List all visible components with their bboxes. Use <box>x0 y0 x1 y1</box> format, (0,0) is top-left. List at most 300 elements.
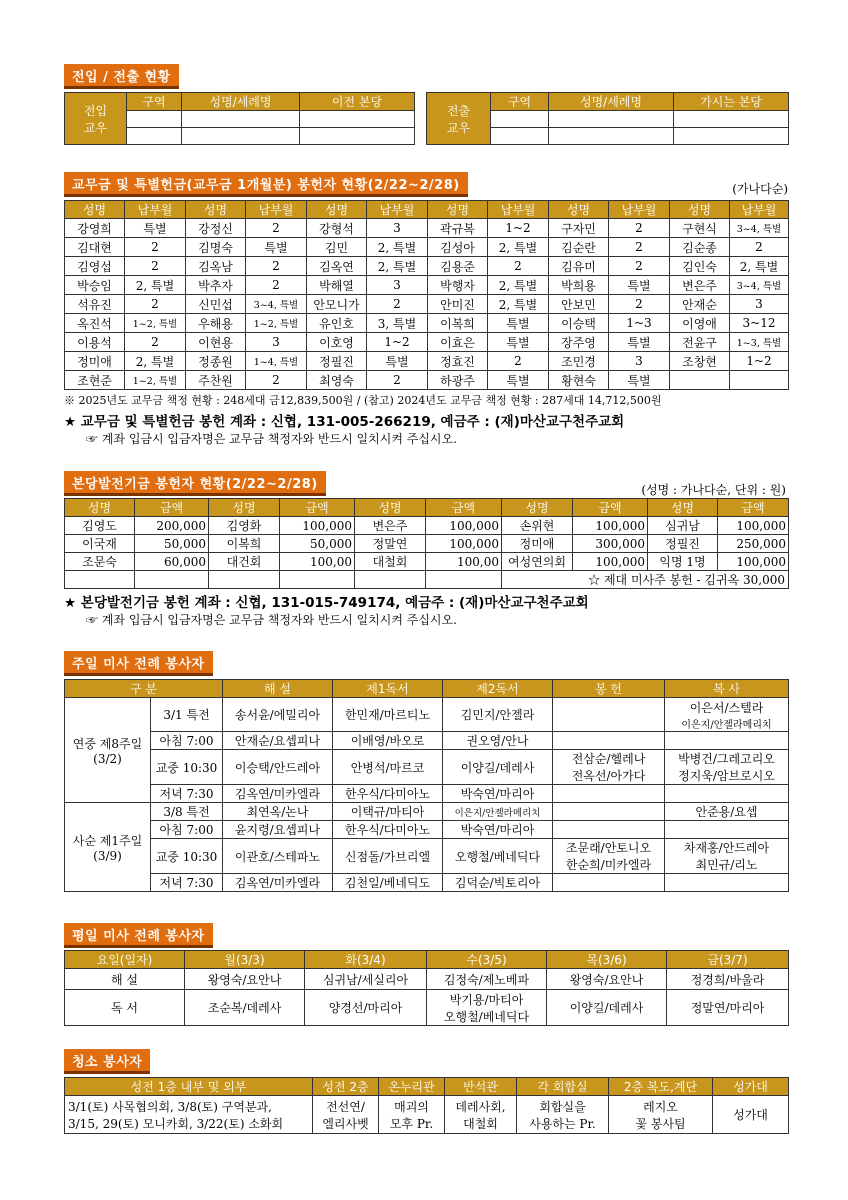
reader-1: 안병석/마르코 <box>333 750 443 785</box>
transfer-out-cell <box>491 128 549 145</box>
fund-section <box>64 471 788 496</box>
transfer-in-table <box>64 92 415 145</box>
dues-month: 1~3, 특별 <box>730 333 789 352</box>
dues-donor-name: 이용석 <box>65 333 125 352</box>
fund-amount: 100,000 <box>426 535 502 553</box>
dues-tip: ☞ 계좌 입금시 입금자명은 교무금 책정자와 반드시 일치시켜 주십시오. <box>86 432 457 446</box>
dues-month: 2 <box>730 238 789 257</box>
fund-blank-cell <box>355 571 426 589</box>
reader-2: 권오영/안나 <box>443 732 553 750</box>
transfer-out-cell <box>549 111 674 128</box>
altar-server-2: 이은지/안젤라메리치 <box>681 719 772 731</box>
altar-server-1: 박병건/그레고리오 <box>678 752 775 766</box>
fund-header-name: 성명 <box>502 499 573 517</box>
offertory <box>553 803 665 821</box>
cleaning-banseok-line1: 데레사회, <box>455 1099 506 1114</box>
dues-month: 2 <box>367 371 428 390</box>
transfer-in-label-1: 전입 <box>83 103 108 118</box>
sunday-header: 구 분 <box>65 680 223 698</box>
dues-donor-name: 조현준 <box>65 371 125 390</box>
dues-header-month: 납부월 <box>609 201 670 219</box>
dues-header-month: 납부월 <box>367 201 428 219</box>
weekday-reader-1: 박기용/마티아 <box>449 992 524 1007</box>
dues-month: 특별 <box>246 238 307 257</box>
fund-header-name: 성명 <box>648 499 718 517</box>
altar-server <box>665 750 789 785</box>
dues-donor-name: 구현식 <box>670 219 730 238</box>
dues-header-month: 납부월 <box>730 201 789 219</box>
reader-2: 박숙연/마리아 <box>443 821 553 839</box>
dues-month: 3~4, 특별 <box>730 219 789 238</box>
dues-month: 2, 특별 <box>488 238 549 257</box>
dues-month: 3~4, 특별 <box>730 276 789 295</box>
altar-server: 안준용/요셉 <box>665 803 789 821</box>
dues-month: 1~2, 특별 <box>246 314 307 333</box>
altar-server-1: 차재홍/안드레아 <box>683 841 770 855</box>
weekday-header: 수(3/5) <box>427 951 547 969</box>
dues-donor-name: 이효은 <box>428 333 488 352</box>
fund-amount: 100,000 <box>718 517 789 535</box>
sunday-table <box>64 679 789 892</box>
fund-tip: ☞ 계좌 입금시 입금자명은 교무금 책정자와 반드시 일치시켜 주십시오. <box>86 613 457 627</box>
dues-donor-name: 하광주 <box>428 371 488 390</box>
dues-month: 2 <box>125 238 186 257</box>
dues-donor-name: 박승임 <box>65 276 125 295</box>
weekday-commentator: 김정숙/제노베파 <box>427 969 547 990</box>
altar-server <box>665 698 789 732</box>
dues-month: 2 <box>246 257 307 276</box>
cleaning-title: 청소 봉사자 <box>64 1049 150 1074</box>
cleaning-main-hall-line1: 3/1(토) 사목협의회, 3/8(토) 구역분과, <box>68 1099 272 1114</box>
dues-month: 2 <box>246 219 307 238</box>
dues-donor-name: 정미애 <box>65 352 125 371</box>
dues-month: 2 <box>125 295 186 314</box>
altar-server-1: 이은서/스텔라 <box>689 700 764 715</box>
cleaning-header: 온누리관 <box>379 1078 445 1096</box>
fund-sort-note: (성명 : 가나다순, 단위 : 원) <box>641 483 786 497</box>
weekday-reader: 이양길/데레사 <box>547 990 667 1026</box>
dues-header-name: 성명 <box>670 201 730 219</box>
mass-time: 교중 10:30 <box>151 839 223 874</box>
commentator: 김옥연/미카엘라 <box>223 874 333 892</box>
dues-donor-name: 전윤구 <box>670 333 730 352</box>
dues-month: 3 <box>246 333 307 352</box>
dues-row <box>65 276 789 295</box>
fund-amount: 100,00 <box>426 553 502 571</box>
dues-month: 2, 특별 <box>367 238 428 257</box>
reader-2: 김덕순/빅토리아 <box>443 874 553 892</box>
offertory-2: 전옥선/아가다 <box>571 769 646 783</box>
dues-donor-name: 박행자 <box>428 276 488 295</box>
dues-month: 3, 특별 <box>367 314 428 333</box>
dues-month: 2 <box>246 371 307 390</box>
fund-extra-note: ☆ 제대 미사주 봉헌 - 김귀옥 30,000 <box>502 571 789 589</box>
sunday-week1-label <box>65 698 151 803</box>
dues-month: 3 <box>609 352 670 371</box>
fund-blank-cell <box>209 571 280 589</box>
dues-donor-name: 구자민 <box>549 219 609 238</box>
sunday-title: 주일 미사 전례 봉사자 <box>64 651 213 676</box>
cleaning-banseok <box>445 1096 517 1134</box>
dues-donor-name: 김옥연 <box>307 257 367 276</box>
dues-donor-name: 정종원 <box>186 352 246 371</box>
cleaning-table-wrap <box>64 1077 788 1134</box>
cleaning-header: 2층 복도,계단 <box>609 1078 713 1096</box>
dues-donor-name: 곽규복 <box>428 219 488 238</box>
dues-donor-name: 변은주 <box>670 276 730 295</box>
dues-month: 2 <box>125 333 186 352</box>
dues-donor-name: 유인호 <box>307 314 367 333</box>
fund-header-name: 성명 <box>355 499 426 517</box>
dues-month: 3 <box>367 219 428 238</box>
offertory <box>553 839 665 874</box>
fund-donor-name: 익명 1명 <box>648 553 718 571</box>
dues-month: 1~2 <box>488 219 549 238</box>
transfer-in-cell <box>300 128 415 145</box>
dues-header-month: 납부월 <box>246 201 307 219</box>
reader-2: 오행철/베네딕다 <box>443 839 553 874</box>
altar-server <box>665 732 789 750</box>
cleaning-meeting-rooms <box>517 1096 609 1134</box>
dues-donor-name: 옥진석 <box>65 314 125 333</box>
fund-amount: 60,000 <box>135 553 209 571</box>
dues-month: 특별 <box>367 352 428 371</box>
offertory <box>553 698 665 732</box>
dues-month: 2 <box>246 276 307 295</box>
dues-month: 2, 특별 <box>488 295 549 314</box>
cleaning-meeting-line2: 사용하는 Pr. <box>529 1116 596 1131</box>
mass-time: 아침 7:00 <box>151 732 223 750</box>
fund-donor-name: 이복희 <box>209 535 280 553</box>
dues-month: 특별 <box>488 314 549 333</box>
fund-amount: 100,000 <box>426 517 502 535</box>
offertory <box>553 785 665 803</box>
dues-donor-name: 김영섭 <box>65 257 125 276</box>
dues-header-name: 성명 <box>307 201 367 219</box>
dues-month: 2, 특별 <box>125 276 186 295</box>
dues-donor-name: 박희용 <box>549 276 609 295</box>
reader-1: 한민재/마르티노 <box>333 698 443 732</box>
dues-donor-name: 김순란 <box>549 238 609 257</box>
fund-table-wrap <box>64 498 788 628</box>
fund-header-amount: 금액 <box>426 499 502 517</box>
dues-donor-name: 장주영 <box>549 333 609 352</box>
reader-2: 김민지/안젤라 <box>443 698 553 732</box>
fund-donor-name: 심귀남 <box>648 517 718 535</box>
transfer-in-header: 성명/세례명 <box>182 93 300 111</box>
offertory-1: 전삼순/헬레나 <box>571 752 646 766</box>
cleaning-main-hall-line2: 3/15, 29(토) 모니카회, 3/22(토) 소화회 <box>68 1116 284 1131</box>
weekday-reader <box>427 990 547 1026</box>
dues-month: 특별 <box>609 276 670 295</box>
dues-title: 교무금 및 특별헌금(교무금 1개월분) 봉헌자 현황(2/22~2/28) <box>64 172 468 197</box>
dues-month: 특별 <box>488 371 549 390</box>
fund-header-amount: 금액 <box>718 499 789 517</box>
fund-amount: 50,000 <box>280 535 355 553</box>
sunday-header: 제1독서 <box>333 680 443 698</box>
fund-amount: 100,000 <box>573 553 648 571</box>
weekday-reader: 양경선/마리아 <box>305 990 427 1026</box>
dues-donor-name: 최영숙 <box>307 371 367 390</box>
dues-donor-name: 김대현 <box>65 238 125 257</box>
dues-donor-name: 강형석 <box>307 219 367 238</box>
weekday-header: 월(3/3) <box>185 951 305 969</box>
transfer-out-cell <box>491 111 549 128</box>
weekday-row-label: 독 서 <box>65 990 185 1026</box>
transfer-out-cell <box>674 111 789 128</box>
transfer-out-label-2: 교우 <box>446 120 471 135</box>
reader-2: 박숙연/마리아 <box>443 785 553 803</box>
commentator: 이관호/스테파노 <box>223 839 333 874</box>
dues-month: 3~12 <box>730 314 789 333</box>
weekday-table <box>64 950 789 1026</box>
dues-month: 2, 특별 <box>125 352 186 371</box>
weekday-table-wrap <box>64 950 788 1026</box>
transfer-out-label-1: 전출 <box>446 103 471 118</box>
transfer-in-cell <box>127 111 182 128</box>
commentator: 최연옥/논나 <box>223 803 333 821</box>
dues-row <box>65 257 789 276</box>
fund-amount: 100,000 <box>280 517 355 535</box>
cleaning-header: 성전 1층 내부 및 외부 <box>65 1078 313 1096</box>
dues-header-name: 성명 <box>65 201 125 219</box>
weekday-section <box>64 923 788 948</box>
fund-table <box>64 498 789 589</box>
fund-row <box>65 517 789 535</box>
dues-month: 2 <box>488 257 549 276</box>
cleaning-corridor-line2: 꽃 봉사팀 <box>635 1116 686 1131</box>
cleaning-2f-line2: 엘리사벳 <box>322 1116 369 1131</box>
fund-account: ★ 본당발전기금 봉헌 계좌 : 신협, 131-015-749174, 예금주 : (재)마산교구천주교회 <box>64 595 589 611</box>
dues-row <box>65 295 789 314</box>
weekday-commentator: 정경희/바울라 <box>667 969 789 990</box>
dues-row <box>65 238 789 257</box>
offertory-1: 조문래/안토니오 <box>565 841 652 855</box>
mass-time: 아침 7:00 <box>151 821 223 839</box>
cleaning-table <box>64 1077 789 1134</box>
dues-donor-name: 석유진 <box>65 295 125 314</box>
weekday-header: 목(3/6) <box>547 951 667 969</box>
fund-amount: 100,000 <box>573 517 648 535</box>
commentator: 이승택/안드레아 <box>223 750 333 785</box>
transfer-in-label-2: 교우 <box>83 120 108 135</box>
dues-month: 특별 <box>125 219 186 238</box>
transfer-out-header: 가시는 본당 <box>674 93 789 111</box>
dues-footnote: ※ 2025년도 교무금 책정 현황 : 248세대 금12,839,500원 / (참고) 2024년도 교무금 책정 현황 : 287세대 14,712,500원 <box>64 394 662 407</box>
fund-blank-cell <box>426 571 502 589</box>
dues-month: 2 <box>609 238 670 257</box>
cleaning-header: 성가대 <box>713 1078 789 1096</box>
fund-donor-name: 정말연 <box>355 535 426 553</box>
cleaning-onnuri <box>379 1096 445 1134</box>
transfer-in-header: 구역 <box>127 93 182 111</box>
reader-1: 김천일/베네딕도 <box>333 874 443 892</box>
dues-row <box>65 219 789 238</box>
fund-header-name: 성명 <box>65 499 135 517</box>
dues-table <box>64 200 789 390</box>
mass-time: 3/8 특전 <box>151 803 223 821</box>
dues-month: 3 <box>367 276 428 295</box>
dues-donor-name: 김순종 <box>670 238 730 257</box>
dues-month: 2 <box>125 257 186 276</box>
transfer-in-header: 이전 본당 <box>300 93 415 111</box>
cleaning-header: 각 회합실 <box>517 1078 609 1096</box>
dues-month: 1~2, 특별 <box>125 314 186 333</box>
dues-account: ★ 교무금 및 특별헌금 봉헌 계좌 : 신협, 131-005-266219, 예금주 : (재)마산교구천주교회 <box>64 414 625 430</box>
commentator: 윤지령/요셉피나 <box>223 821 333 839</box>
dues-month: 1~2 <box>367 333 428 352</box>
weekday-reader: 조순복/데레사 <box>185 990 305 1026</box>
cleaning-header: 성전 2층 <box>313 1078 379 1096</box>
dues-month: 1~4, 특별 <box>246 352 307 371</box>
altar-server <box>665 785 789 803</box>
dues-donor-name: 박해열 <box>307 276 367 295</box>
fund-row <box>65 553 789 571</box>
altar-server-2: 최민규/리노 <box>695 858 758 872</box>
fund-blank-cell <box>135 571 209 589</box>
sunday-header: 봉 헌 <box>553 680 665 698</box>
cleaning-main-hall <box>65 1096 313 1134</box>
dues-month: 3~4, 특별 <box>246 295 307 314</box>
weekday-row-label: 해 설 <box>65 969 185 990</box>
commentator: 안재순/요셉피나 <box>223 732 333 750</box>
weekday-title: 평일 미사 전례 봉사자 <box>64 923 213 948</box>
fund-donor-name: 정미애 <box>502 535 573 553</box>
fund-amount: 100,000 <box>718 553 789 571</box>
dues-header-name: 성명 <box>549 201 609 219</box>
transfer-in-cell <box>127 128 182 145</box>
cleaning-meeting-line1: 회합실을 <box>539 1099 586 1114</box>
weekday-commentator: 심귀남/세실리아 <box>305 969 427 990</box>
weekday-reader: 정말연/마리아 <box>667 990 789 1026</box>
dues-sort-note: (가나다순) <box>732 182 788 196</box>
cleaning-2f-line1: 전선연/ <box>326 1099 365 1114</box>
weekday-header: 요일(일자) <box>65 951 185 969</box>
dues-header-name: 성명 <box>186 201 246 219</box>
dues-donor-name: 김유미 <box>549 257 609 276</box>
fund-header-amount: 금액 <box>135 499 209 517</box>
sunday-header: 제2독서 <box>443 680 553 698</box>
fund-blank-cell <box>65 571 135 589</box>
sunday-week1-date: (3/2) <box>93 751 122 766</box>
fund-donor-name: 김영화 <box>209 517 280 535</box>
dues-donor-name: 조민경 <box>549 352 609 371</box>
transfer-out-cell <box>674 128 789 145</box>
reader-1: 한우식/다미아노 <box>333 821 443 839</box>
dues-month: 2 <box>367 295 428 314</box>
dues-month <box>730 371 789 390</box>
dues-row <box>65 352 789 371</box>
transfer-out-header: 구역 <box>491 93 549 111</box>
dues-month: 1~2, 특별 <box>125 371 186 390</box>
cleaning-corridor <box>609 1096 713 1134</box>
dues-month: 특별 <box>609 333 670 352</box>
fund-donor-name: 여성연의회 <box>502 553 573 571</box>
sunday-section <box>64 651 788 676</box>
sunday-week2-name: 사순 제1주일 <box>72 833 143 848</box>
dues-month: 1~2 <box>730 352 789 371</box>
dues-donor-name: 이승택 <box>549 314 609 333</box>
dues-month: 2, 특별 <box>730 257 789 276</box>
dues-month: 2 <box>609 295 670 314</box>
dues-donor-name: 황현숙 <box>549 371 609 390</box>
fund-donor-name: 김영도 <box>65 517 135 535</box>
dues-donor-name: 조창현 <box>670 352 730 371</box>
weekday-header: 금(3/7) <box>667 951 789 969</box>
commentator: 김옥연/미카엘라 <box>223 785 333 803</box>
fund-donor-name: 손위현 <box>502 517 573 535</box>
fund-header-amount: 금액 <box>573 499 648 517</box>
cleaning-banseok-line2: 대철회 <box>463 1116 498 1131</box>
dues-donor-name: 이현용 <box>186 333 246 352</box>
dues-header-month: 납부월 <box>125 201 186 219</box>
dues-month: 2 <box>609 257 670 276</box>
dues-month: 2, 특별 <box>488 276 549 295</box>
cleaning-onnuri-line2: 모후 Pr. <box>389 1116 434 1131</box>
altar-server <box>665 821 789 839</box>
sunday-week2-label <box>65 803 151 892</box>
dues-donor-name: 김명숙 <box>186 238 246 257</box>
dues-row <box>65 371 789 390</box>
sunday-week1-name: 연중 제8주일 <box>72 736 143 751</box>
dues-donor-name: 안미진 <box>428 295 488 314</box>
sunday-week2-date: (3/9) <box>93 848 122 863</box>
weekday-commentator: 왕영숙/요안나 <box>185 969 305 990</box>
fund-header-name: 성명 <box>209 499 280 517</box>
dues-month: 1~3 <box>609 314 670 333</box>
mass-time: 3/1 특전 <box>151 698 223 732</box>
fund-amount: 50,000 <box>135 535 209 553</box>
dues-donor-name: 이영애 <box>670 314 730 333</box>
dues-month: 2, 특별 <box>367 257 428 276</box>
cleaning-header: 반석관 <box>445 1078 517 1096</box>
transfer-out-label <box>427 93 491 145</box>
transfer-section <box>64 64 788 89</box>
cleaning-section <box>64 1049 788 1074</box>
fund-donor-name: 이국재 <box>65 535 135 553</box>
dues-table-wrap <box>64 200 788 447</box>
reader-2: 이양길/데레사 <box>443 750 553 785</box>
dues-donor-name: 김성아 <box>428 238 488 257</box>
dues-donor-name: 김민 <box>307 238 367 257</box>
altar-server <box>665 839 789 874</box>
fund-amount: 100,00 <box>280 553 355 571</box>
commentator: 송서윤/에밀리아 <box>223 698 333 732</box>
weekday-reader-2: 오행철/베네딕다 <box>443 1009 530 1024</box>
dues-donor-name: 이호영 <box>307 333 367 352</box>
altar-server <box>665 874 789 892</box>
fund-donor-name: 대건회 <box>209 553 280 571</box>
transfer-in-label <box>65 93 127 145</box>
dues-header-month: 납부월 <box>488 201 549 219</box>
dues-donor-name: 김용준 <box>428 257 488 276</box>
dues-donor-name: 정효진 <box>428 352 488 371</box>
dues-month: 2 <box>609 219 670 238</box>
cleaning-corridor-line1: 레지오 <box>643 1099 678 1114</box>
transfer-in-cell <box>300 111 415 128</box>
dues-row <box>65 333 789 352</box>
dues-month: 특별 <box>488 333 549 352</box>
dues-header-name: 성명 <box>428 201 488 219</box>
fund-amount: 250,000 <box>718 535 789 553</box>
dues-month: 3 <box>730 295 789 314</box>
dues-month: 특별 <box>609 371 670 390</box>
offertory <box>553 821 665 839</box>
dues-donor-name: 이복희 <box>428 314 488 333</box>
dues-donor-name: 안재순 <box>670 295 730 314</box>
fund-donor-name: 변은주 <box>355 517 426 535</box>
reader-2: 이은지/안젤라메리치 <box>443 803 553 821</box>
